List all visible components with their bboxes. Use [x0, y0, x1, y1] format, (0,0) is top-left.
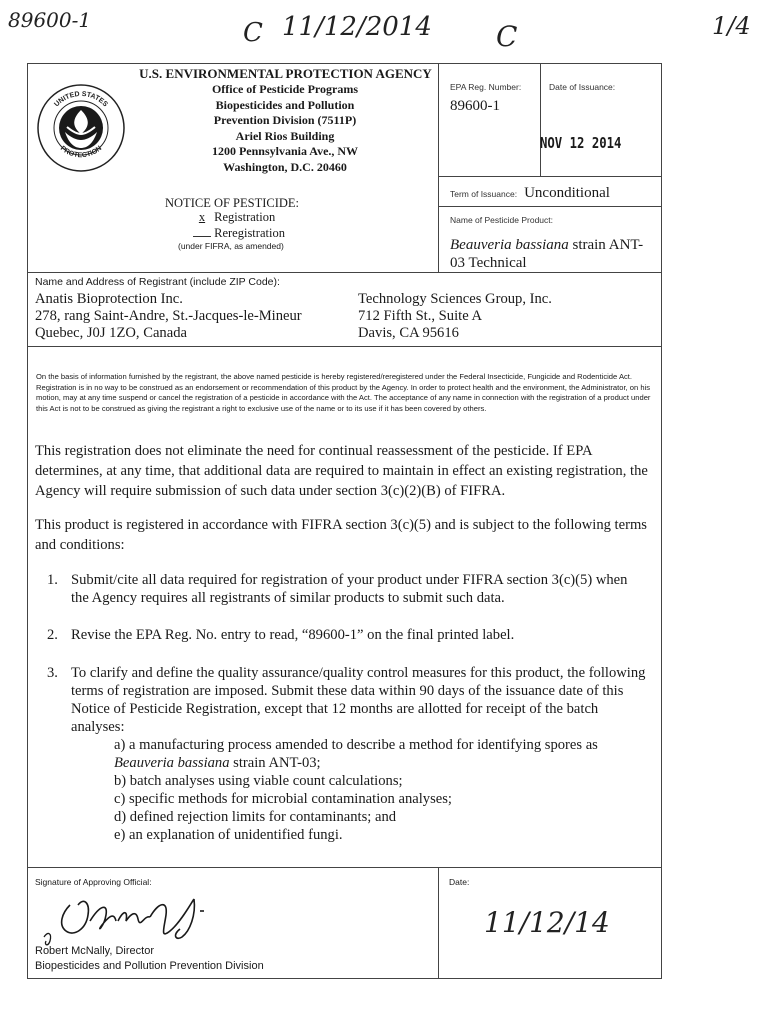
item-3-text: To clarify and define the quality assurance/quality control measures for this product, the following terms of registration are imposed. Submit these data within 90 days of the issuance date of this Notice of Pesticide Registration, except that 12 months are allotted for receipt of the batch analyses:: [71, 665, 646, 735]
product-name: [450, 236, 660, 272]
fifra-note: (under FIFRA, as amended): [178, 241, 284, 251]
agency-line: Ariel Rios Building: [235, 128, 335, 143]
registrant-street: 278, rang Saint-Andre, St.-Jacques-le-Mineur: [35, 308, 302, 324]
term-label: Term of Issuance:: [450, 189, 518, 199]
term-value: Unconditional: [524, 185, 610, 201]
handwritten-page-number: 1/4: [712, 12, 751, 40]
handwritten-date-top: 11/12/2014: [282, 12, 432, 42]
reg-number-value: 89600-1: [450, 98, 500, 114]
svg-text:UNITED STATES: [53, 91, 109, 109]
signatory-division: Biopesticides and Pollution Prevention Division: [35, 960, 264, 972]
agency-line: Washington, D.C. 20460: [223, 159, 347, 174]
agency-line: Biopesticides and Pollution: [215, 97, 355, 112]
sub-item-d: d) defined rejection limits for contaminants; and: [114, 809, 397, 825]
signature-label: Signature of Approving Official:: [35, 877, 152, 887]
reg-number-label: EPA Reg. Number:: [450, 82, 522, 92]
registration-checkmark: x: [198, 210, 206, 224]
sub-item-b: b) batch analyses using viable count calculations;: [114, 773, 403, 789]
registrant-name: Anatis Bioprotection Inc.: [35, 291, 183, 307]
agency-address: [150, 82, 420, 176]
paragraph-reassessment: This registration does not eliminate the need for continual reassessment of the pesticide. If EPA determines, at any time, that additional data are required to maintain in effect an existing registration, the Agency will require submission of such data under section 3(c)(2)(B) of FIFRA.: [35, 443, 648, 499]
agent-city: Davis, CA 95616: [358, 325, 459, 341]
sub-item-e: e) an explanation of unidentified fungi.: [114, 827, 343, 843]
condition-item-2: [47, 626, 647, 644]
item-text: Revise the EPA Reg. No. entry to read, “89600-1” on the final printed label.: [71, 627, 515, 643]
notice-registration: [193, 210, 275, 225]
sub-item-a-strain: strain ANT-03;: [229, 755, 321, 771]
seal-bottom-text: PROTECTION: [58, 144, 104, 160]
registrant-city: Quebec, J0J 1ZO, Canada: [35, 325, 187, 341]
paragraph-terms-intro: This product is registered in accordance with FIFRA section 3(c)(5) and is subject to the following terms and conditions:: [35, 517, 647, 553]
agency-line: Prevention Division (7511P): [213, 113, 357, 128]
product-name-strain: strain ANT-: [568, 237, 644, 253]
issuance-date-stamp: NOV 12 2014: [540, 134, 622, 152]
disclaimer-text: On the basis of information furnished by the registrant, the above named pesticide is hereby registered/reregistered under the Federal Insecticide, Fungicide and Rodenticide Act. Registration is in no way to be construed as an endorsement or recommendation of this product by the Agency. In order to protect health and the environment, the Administrator, on his motion, may at any time suspend or cancel the registration of a pesticide in accordance with the Act. The acceptance of any name in connection with the registration of a product under this Act is not to be construed as giving the registrant a right to exclusive use of the name or to its use if it has been covered by others.: [36, 372, 651, 413]
handwritten-c-mark: C: [243, 18, 263, 48]
item-number: 2.: [47, 627, 58, 643]
notice-title: NOTICE OF PESTICIDE:: [165, 196, 300, 210]
agent-address: [358, 291, 552, 342]
handwritten-signature: [40, 885, 230, 950]
seal-top-text: UNITED STATES: [53, 90, 109, 109]
sub-item-c: c) specific methods for microbial contamination analyses;: [114, 791, 452, 807]
item-text: Submit/cite all data required for registration of your product under FIFRA section 3(c)(5) when the Agency requires all registrants of similar products to submit such data.: [71, 572, 628, 606]
issuance-date-label: Date of Issuance:: [549, 82, 616, 92]
reregistration-label: Reregistration: [214, 226, 285, 240]
sub-item-a-text: a) a manufacturing process amended to describe a method for identifying spores as: [114, 737, 598, 753]
handwritten-c-mark-2: C: [496, 20, 518, 53]
agency-line: Office of Pesticide Programs: [211, 82, 359, 96]
term-row: [450, 184, 610, 202]
sub-item-a: [71, 736, 646, 772]
item-number: 1.: [47, 572, 58, 588]
handwritten-file-number: 89600-1: [8, 8, 92, 32]
agent-street: 712 Fifth St., Suite A: [358, 308, 483, 324]
agency-name: U.S. ENVIRONMENTAL PROTECTION AGENCY: [139, 66, 432, 81]
registrant-address: [35, 291, 302, 342]
condition-item-3: [47, 664, 647, 844]
product-name-line2: 03 Technical: [450, 255, 527, 271]
sub-item-a-species: Beauveria bassiana: [114, 755, 230, 771]
item-number: 3.: [47, 665, 58, 681]
agent-name: Technology Sciences Group, Inc.: [358, 291, 552, 307]
product-name-species: Beauveria bassiana: [450, 237, 569, 253]
item-text: [71, 664, 646, 844]
date-label: Date:: [449, 877, 470, 887]
notice-reregistration: [193, 226, 285, 241]
registrant-label: Name and Address of Registrant (include ZIP Code):: [35, 276, 280, 288]
signatory-name: Robert McNally, Director: [35, 945, 154, 957]
registration-label: Registration: [214, 210, 276, 224]
epa-seal-logo: [35, 82, 127, 174]
condition-item-1: [47, 571, 647, 607]
handwritten-sign-date: 11/12/14: [484, 906, 610, 939]
agency-line: 1200 Pennsylvania Ave., NW: [211, 144, 359, 159]
product-label: Name of Pesticide Product:: [450, 215, 553, 225]
